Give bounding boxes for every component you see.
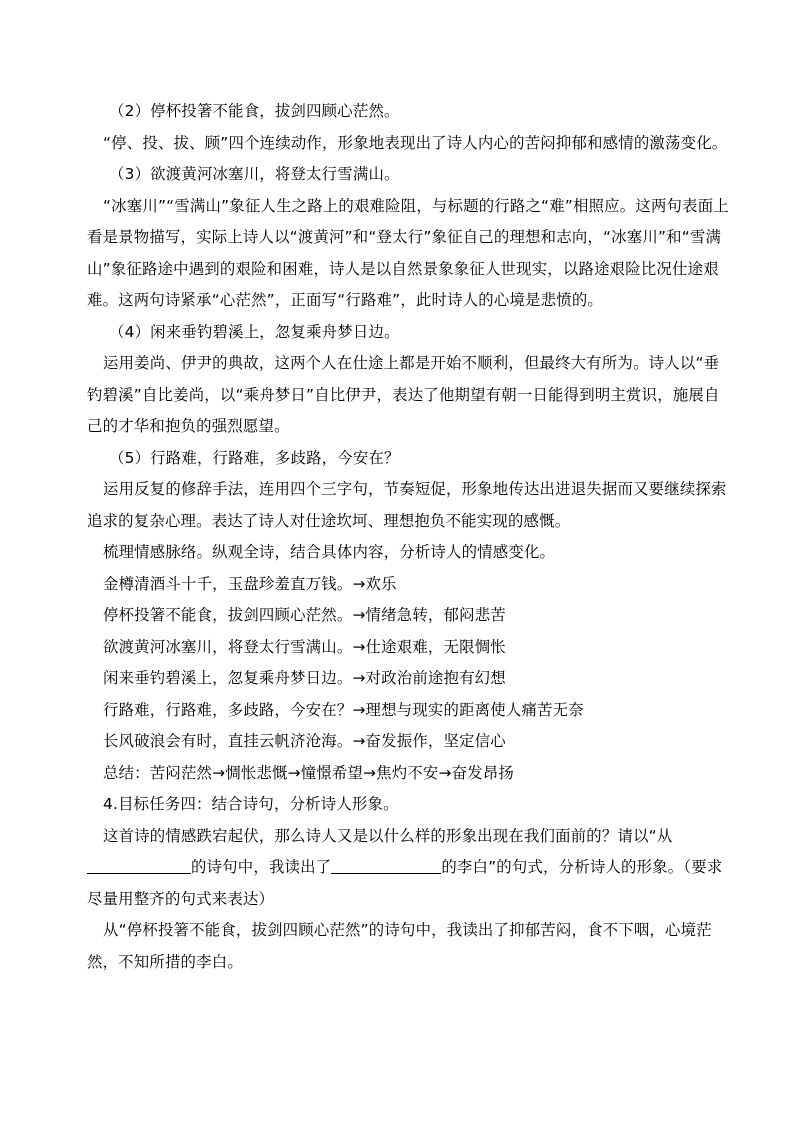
- poem-line-heading: （4）闲来垂钓碧溪上，忽复乘舟梦日边。: [109, 322, 400, 341]
- document-body: [87, 96, 733, 978]
- poem-line-heading: （5）行路难，行路难，多歧路，今安在？: [109, 448, 400, 467]
- sample-answer: 从“停杯投箸不能食，拔剑四顾心茫然”的诗句中，我读出了抑郁苦闷，食不下咽，心境茫然，不知所措的李白。: [87, 921, 712, 971]
- emotion-item: 欲渡黄河冰塞川，将登太行雪满山。→仕途艰难，无限惆怅: [103, 637, 506, 656]
- analysis-paragraph: “冰塞川”“雪满山”象征人生之路上的艰难险阻，与标题的行路之“难”相照应。这两句表面上看是景物描写，实际上诗人以“渡黄河”和“登太行”象征自己的理想和志向，“冰塞川”和“雪满山”象征路途中遇到的艰险和困难，诗人是以自然景象象征人世现实，以路途艰险比况仕途艰难。这两句诗紧承“心茫然”，正面写“行路难”，此时诗人的心境是悲愤的。: [87, 196, 729, 309]
- task-heading: 4.目标任务四：结合诗句，分析诗人形象。: [103, 795, 399, 813]
- poem-line-heading: （2）停杯投箸不能食，拔剑四顾心茫然。: [109, 102, 400, 120]
- poem-line-heading: （3）欲渡黄河冰塞川，将登太行雪满山。: [109, 165, 400, 183]
- fill-blank-2[interactable]: [331, 857, 441, 874]
- task-question-part1: 这首诗的情感跌宕起伏，那么诗人又是以什么样的形象出现在我们面前的？请以“从: [103, 826, 673, 845]
- emotion-summary: 总结：苦闷茫然→惆怅悲慨→憧憬希望→焦灼不安→奋发昂扬: [103, 763, 514, 782]
- analysis-paragraph: 运用姜尚、伊尹的典故，这两个人在仕途上都是开始不顺利，但最终大有所为。诗人以“垂钓碧溪”自比姜尚，以“乘舟梦日”自比伊尹，表达了他期望有朝一日能得到明主赏识，施展自己的才华和抱负的强烈愿望。: [87, 354, 720, 435]
- task-question-part3: 的李白”的句式，分析诗人的形象。（要求尽量用整齐的句式来表达）: [87, 858, 723, 908]
- emotion-item: 停杯投箸不能食，拔剑四顾心茫然。→情绪急转，郁闷悲苦: [103, 606, 506, 624]
- emotion-intro: 梳理情感脉络。纵观全诗，结合具体内容，分析诗人的情感变化。: [103, 543, 556, 561]
- emotion-item: 长风破浪会有时，直挂云帆济沧海。→奋发振作，坚定信心: [103, 732, 506, 750]
- emotion-item: 行路难，行路难，多歧路，今安在？→理想与现实的距离使人痛苦无奈: [103, 700, 584, 719]
- analysis-paragraph: “停、投、拔、顾”四个连续动作，形象地表现出了诗人内心的苦闷抑郁和感情的激荡变化。: [103, 133, 728, 152]
- fill-blank-1[interactable]: [87, 857, 191, 874]
- task-question-part2: 的诗句中，我读出了: [191, 858, 332, 876]
- task-question: [87, 821, 733, 916]
- emotion-item: 金樽清酒斗十千，玉盘珍羞直万钱。→欢乐: [103, 574, 397, 593]
- emotion-item: 闲来垂钓碧溪上，忽复乘舟梦日边。→对政治前途抱有幻想: [103, 669, 506, 687]
- analysis-paragraph: 运用反复的修辞手法，连用四个三字句，节奏短促，形象地传达出进退失据而又要继续探索追求的复杂心理。表达了诗人对仕途坎坷、理想抱负不能实现的感慨。: [87, 480, 727, 530]
